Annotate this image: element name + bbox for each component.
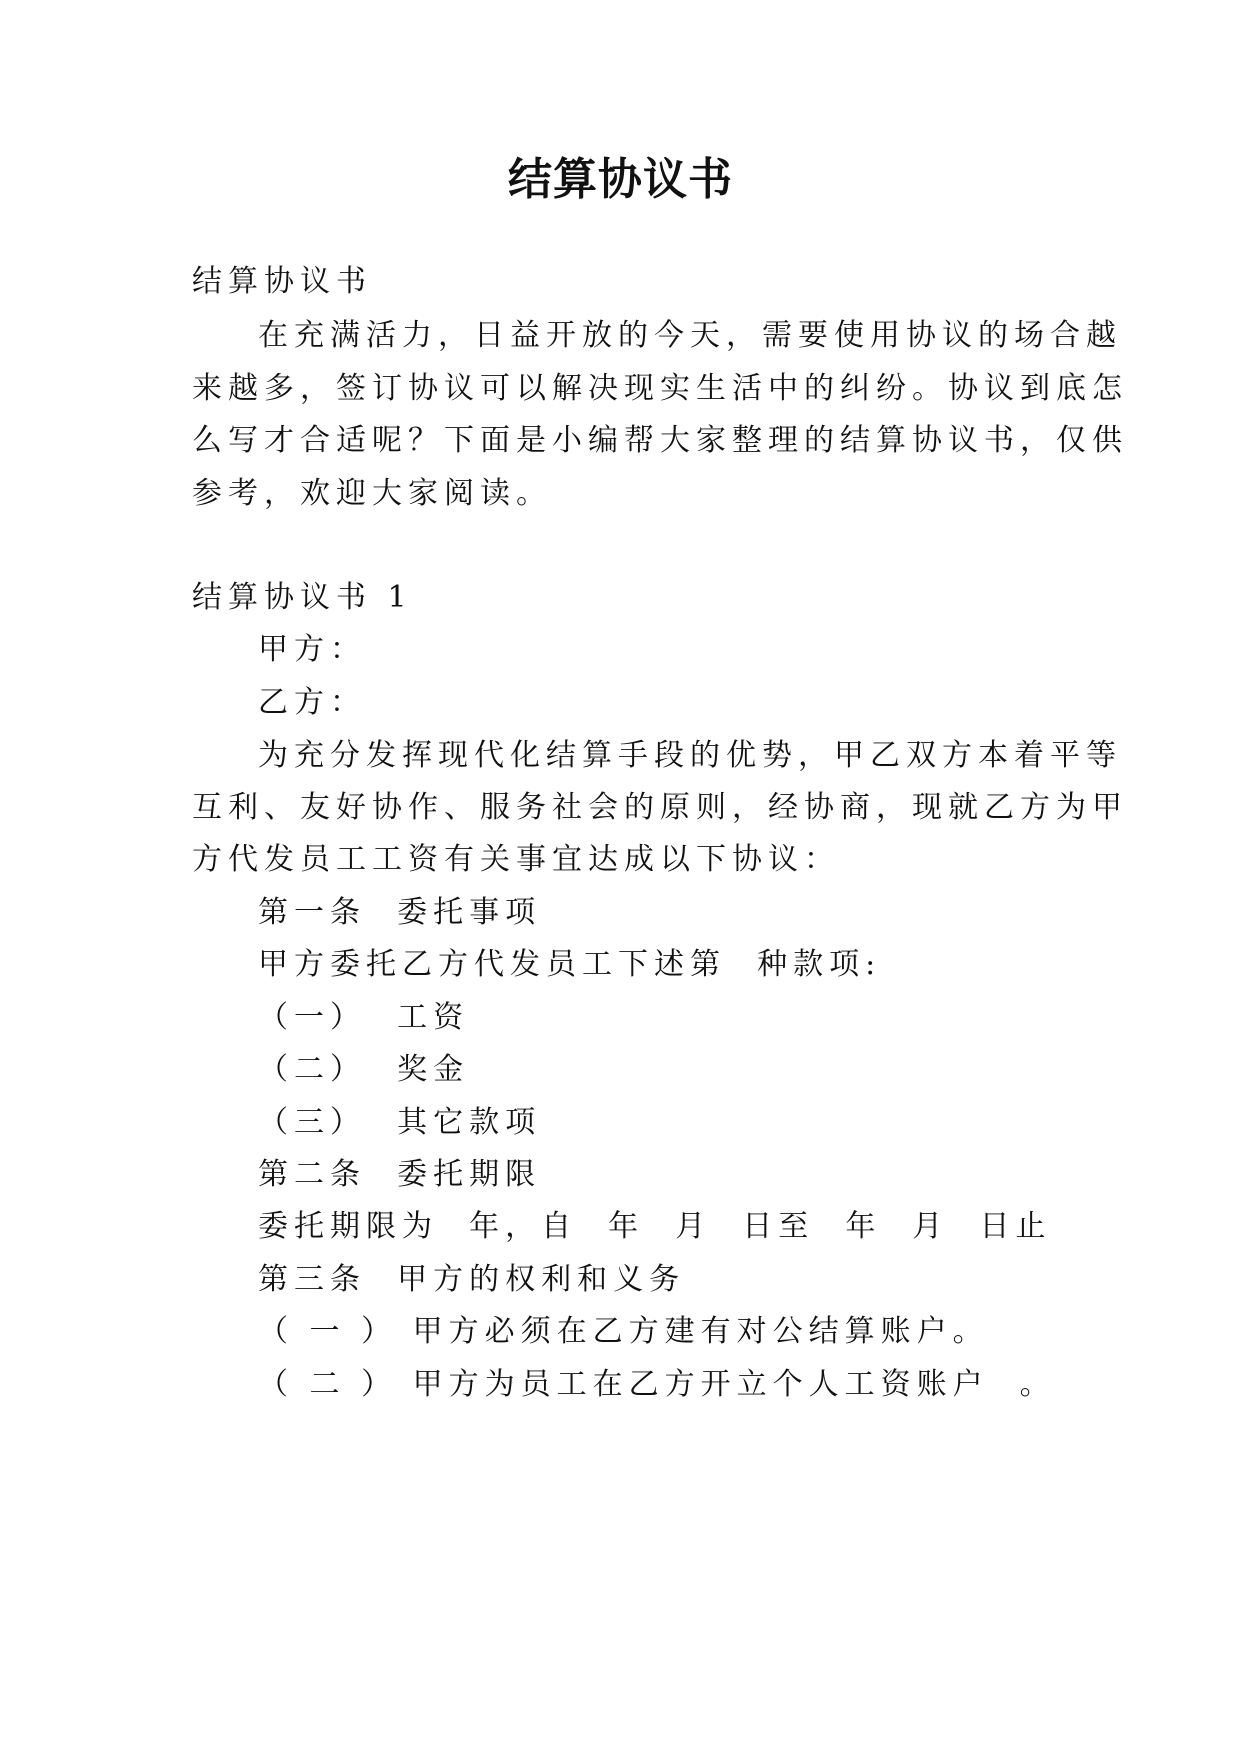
party-a-field: 甲方： — [258, 632, 366, 667]
list-item: （ 一 ） 甲方必须在乙方建有对公结算账户。 — [258, 1314, 989, 1349]
list-item: （二） 奖金 — [258, 1052, 470, 1087]
preamble-line-3: 方代发员工工资有关事宜达成以下协议： — [192, 842, 840, 877]
party-b-field: 乙方： — [258, 685, 366, 720]
list-item: （ 二 ） 甲方为员工在乙方开立个人工资账户 。 — [258, 1367, 1056, 1402]
article-1-text: 甲方委托乙方代发员工下述第 种款项: — [258, 947, 882, 982]
intro-paragraph-line-2: 来越多，签订协议可以解决现实生活中的纠纷。协议到底怎 — [192, 371, 1128, 406]
intro-paragraph-line-4: 参考，欢迎大家阅读。 — [192, 476, 552, 511]
document-title: 结算协议书 — [508, 154, 733, 205]
intro-paragraph-line-3: 么写才合适呢？下面是小编帮大家整理的结算协议书，仅供 — [192, 423, 1128, 458]
intro-heading: 结算协议书 — [192, 264, 372, 299]
agreement-heading: 结算协议书 1 — [192, 580, 413, 615]
list-item: （一） 工资 — [258, 1000, 470, 1035]
article-2-text: 委托期限为 年，自 年 月 日至 年 月 日止 — [258, 1209, 1052, 1244]
intro-paragraph-line-1: 在充满活力，日益开放的今天，需要使用协议的场合越 — [258, 318, 1122, 353]
article-1-heading: 第一条 委托事项 — [258, 895, 542, 930]
preamble-line-2: 互利、友好协作、服务社会的原则，经协商，现就乙方为甲 — [192, 790, 1128, 825]
preamble-line-1: 为充分发挥现代化结算手段的优势，甲乙双方本着平等 — [258, 738, 1122, 773]
article-2-heading: 第二条 委托期限 — [258, 1157, 542, 1192]
list-item: （三） 其它款项 — [258, 1105, 542, 1140]
article-3-heading: 第三条 甲方的权利和义务 — [258, 1262, 686, 1297]
